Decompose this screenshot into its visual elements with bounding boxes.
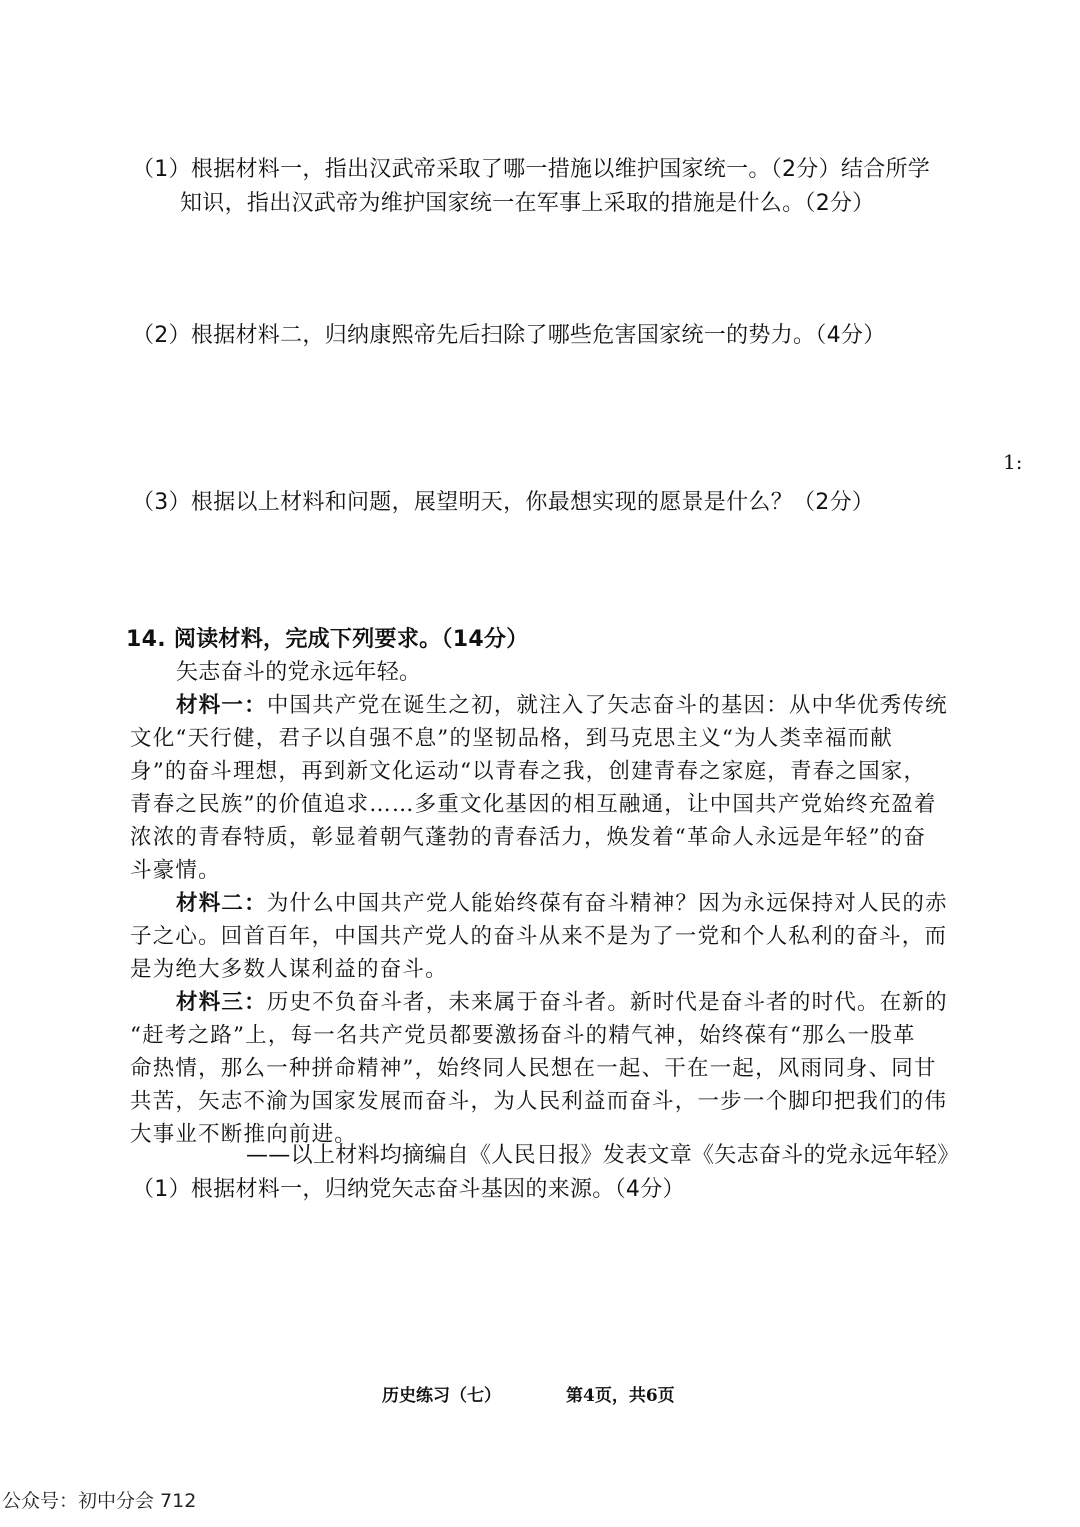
material-2-text: 为什么中国共产党人能始终葆有奋斗精神？因为永远保持对人民的赤 — [266, 891, 948, 916]
material-2-line-3: 是为绝大多数人谋利益的奋斗。 — [130, 957, 448, 982]
material-3-line-2: “赶考之路”上，每一名共产党员都要激扬奋斗的精气神，始终葆有“那么一股革 — [130, 1023, 916, 1048]
margin-mark: 1: — [1003, 450, 1023, 474]
material-3-line-5: 大事业不断推向前进。 — [130, 1122, 358, 1147]
material-2-label: 材料二： — [176, 891, 267, 916]
q14-heading: 14. 阅读材料，完成下列要求。（14分） — [126, 627, 529, 652]
material-1-line-5: 浓浓的青春特质，彰显着朝气蓬勃的青春活力，焕发着“革命人永远是年轻”的奋 — [130, 825, 927, 850]
material-3-line-3: 命热情，那么一种拼命精神”，始终同人民想在一起、干在一起，风雨同身、同甘 — [130, 1056, 937, 1081]
q14-intro: 矢志奋斗的党永远年轻。 — [176, 660, 422, 685]
material-3-line-1 — [176, 987, 948, 1019]
material-3-text: 历史不负奋斗者，未来属于奋斗者。新时代是奋斗者的时代。在新的 — [266, 990, 948, 1015]
q13-sub2: （2）根据材料二，归纳康熙帝先后扫除了哪些危害国家统一的势力。（4分） — [132, 323, 886, 348]
material-1-line-6: 斗豪情。 — [130, 858, 221, 883]
material-1-text: 中国共产党在诞生之初，就注入了矢志奋斗的基因：从中华优秀传统 — [266, 693, 948, 718]
material-1-line-2: 文化“天行健，君子以自强不息”的坚韧品格，到马克思主义“为人类幸福而献 — [130, 726, 893, 751]
material-3-line-4: 共苦，矢志不渝为国家发展而奋斗，为人民利益而奋斗，一步一个脚印把我们的伟 — [130, 1089, 948, 1114]
q14-sub1: （1）根据材料一，归纳党矢志奋斗基因的来源。（4分） — [132, 1177, 685, 1202]
watermark-text: 公众号：初中分会 712 — [2, 1490, 197, 1512]
material-3-label: 材料三： — [176, 990, 267, 1015]
q13-sub3: （3）根据以上材料和问题，展望明天，你最想实现的愿景是什么？（2分） — [132, 490, 875, 515]
footer-page-number: 第4页，共6页 — [566, 1386, 675, 1406]
material-1-label: 材料一： — [176, 693, 267, 718]
footer-title: 历史练习（七） — [382, 1386, 501, 1406]
material-1-line-1 — [176, 690, 948, 722]
q13-sub1-line2: 知识，指出汉武帝为维护国家统一在军事上采取的措施是什么。（2分） — [180, 191, 875, 216]
material-2-line-1 — [176, 888, 948, 920]
q13-sub1-line1: （1）根据材料一，指出汉武帝采取了哪一措施以维护国家统一。（2分）结合所学 — [132, 157, 931, 182]
material-1-line-4: 青春之民族”的价值追求……多重文化基因的相互融通，让中国共产党始终充盈着 — [130, 792, 937, 817]
material-1-line-3: 身”的奋斗理想，再到新文化运动“以青春之我，创建青春之家庭，青春之国家， — [130, 759, 927, 784]
material-2-line-2: 子之心。回首百年，中国共产党人的奋斗从来不是为了一党和个人私利的奋斗，而 — [130, 924, 948, 949]
material-source: ——以上材料均摘编自《人民日报》发表文章《矢志奋斗的党永远年轻》 — [246, 1143, 960, 1168]
